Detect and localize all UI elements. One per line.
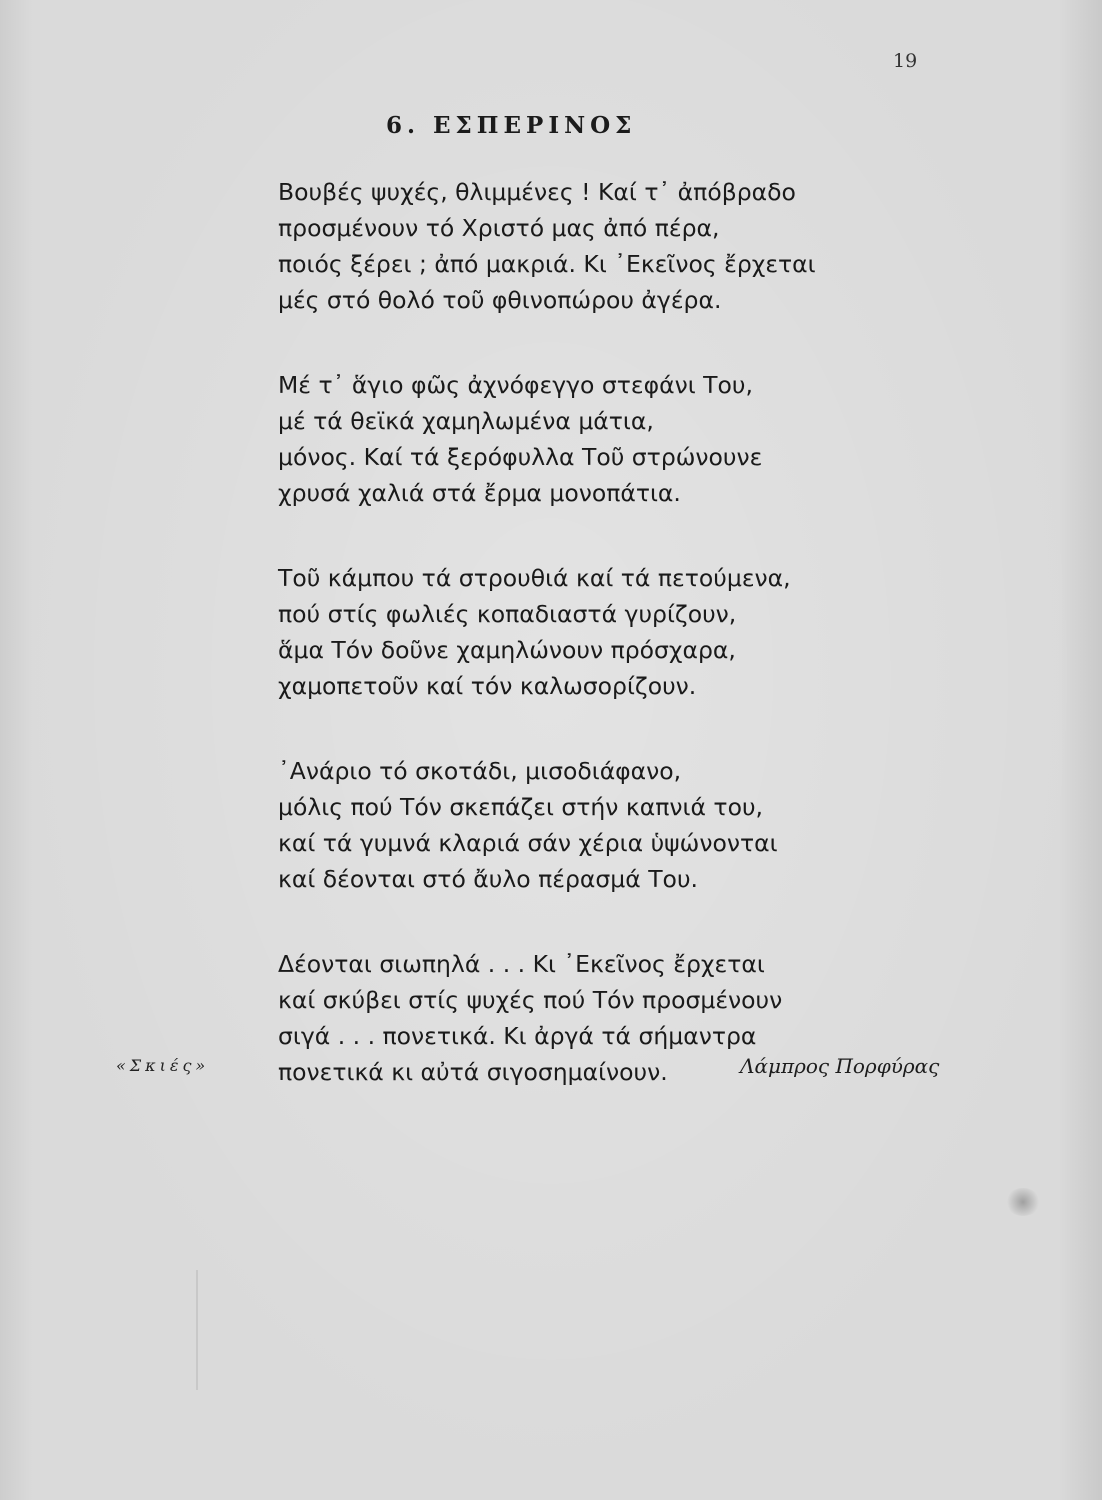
poem-line: ᾽Ανάριο τό σκοτάδι, μισοδιάφανο, (278, 757, 682, 785)
poem-line: ἅμα Τόν δοῦνε χαμηλώνουν πρόσχαρα, (278, 636, 736, 664)
poem-line: προσμένουν τό Χριστό μας ἀπό πέρα, (278, 214, 720, 242)
poem-line: μόνος. Καί τά ξερόφυλλα Τοῦ στρώνουνε (278, 443, 763, 471)
poem-line: καί δέονται στό ἄυλο πέρασμά Του. (278, 865, 699, 893)
stanza (278, 367, 838, 511)
poem-line: Τοῦ κάμπου τά στρουθιά καί τά πετούμενα, (278, 564, 791, 592)
poem-line: Δέονται σιωπηλά . . . Κι ᾽Εκεῖνος ἔρχεται (278, 950, 765, 978)
poem-line: ποιός ξέρει ; ἀπό μακριά. Κι ᾽Εκεῖνος ἔρχεται (278, 250, 816, 278)
stanza (278, 174, 838, 318)
page-number: 19 (893, 50, 918, 72)
poem-line: πού στίς φωλιές κοπαδιαστά γυρίζουν, (278, 600, 737, 628)
paper-fold-mark (196, 1270, 198, 1390)
poem-line: πονετικά κι αὐτά σιγοσημαίνουν. (278, 1058, 668, 1086)
poem-line: χρυσά χαλιά στά ἔρμα μονοπάτια. (278, 479, 681, 507)
source-collection: «Σκιές» (116, 1056, 210, 1075)
stanza (278, 560, 838, 704)
poem-line: μέ τά θεϊκά χαμηλωμένα μάτια, (278, 407, 654, 435)
poem-line: καί τά γυμνά κλαριά σάν χέρια ὑψώνονται (278, 829, 778, 857)
poem-line: σιγά . . . πονετικά. Κι ἀργά τά σήμαντρα (278, 1022, 757, 1050)
poem-line: Μέ τ᾽ ἅγιο φῶς ἀχνόφεγγο στεφάνι Του, (278, 371, 753, 399)
poem-line: καί σκύβει στίς ψυχές πού Τόν προσμένουν (278, 986, 783, 1014)
poem-line: μές στό θολό τοῦ φθινοπώρου ἀγέρα. (278, 286, 722, 314)
poem-body (278, 174, 838, 1139)
ink-smudge (1005, 1188, 1041, 1216)
poem-line: χαμοπετοῦν καί τόν καλωσορίζουν. (278, 672, 697, 700)
poem-title: 6. ΕΣΠΕΡΙΝΟΣ (386, 112, 637, 139)
poem-line: μόλις πού Τόν σκεπάζει στήν καπνιά του, (278, 793, 764, 821)
poem-line: Βουβές ψυχές, θλιμμένες ! Καί τ᾽ ἀπόβραδο (278, 178, 796, 206)
poem-author: Λάμπρος Πορφύρας (740, 1054, 940, 1078)
stanza (278, 753, 838, 897)
